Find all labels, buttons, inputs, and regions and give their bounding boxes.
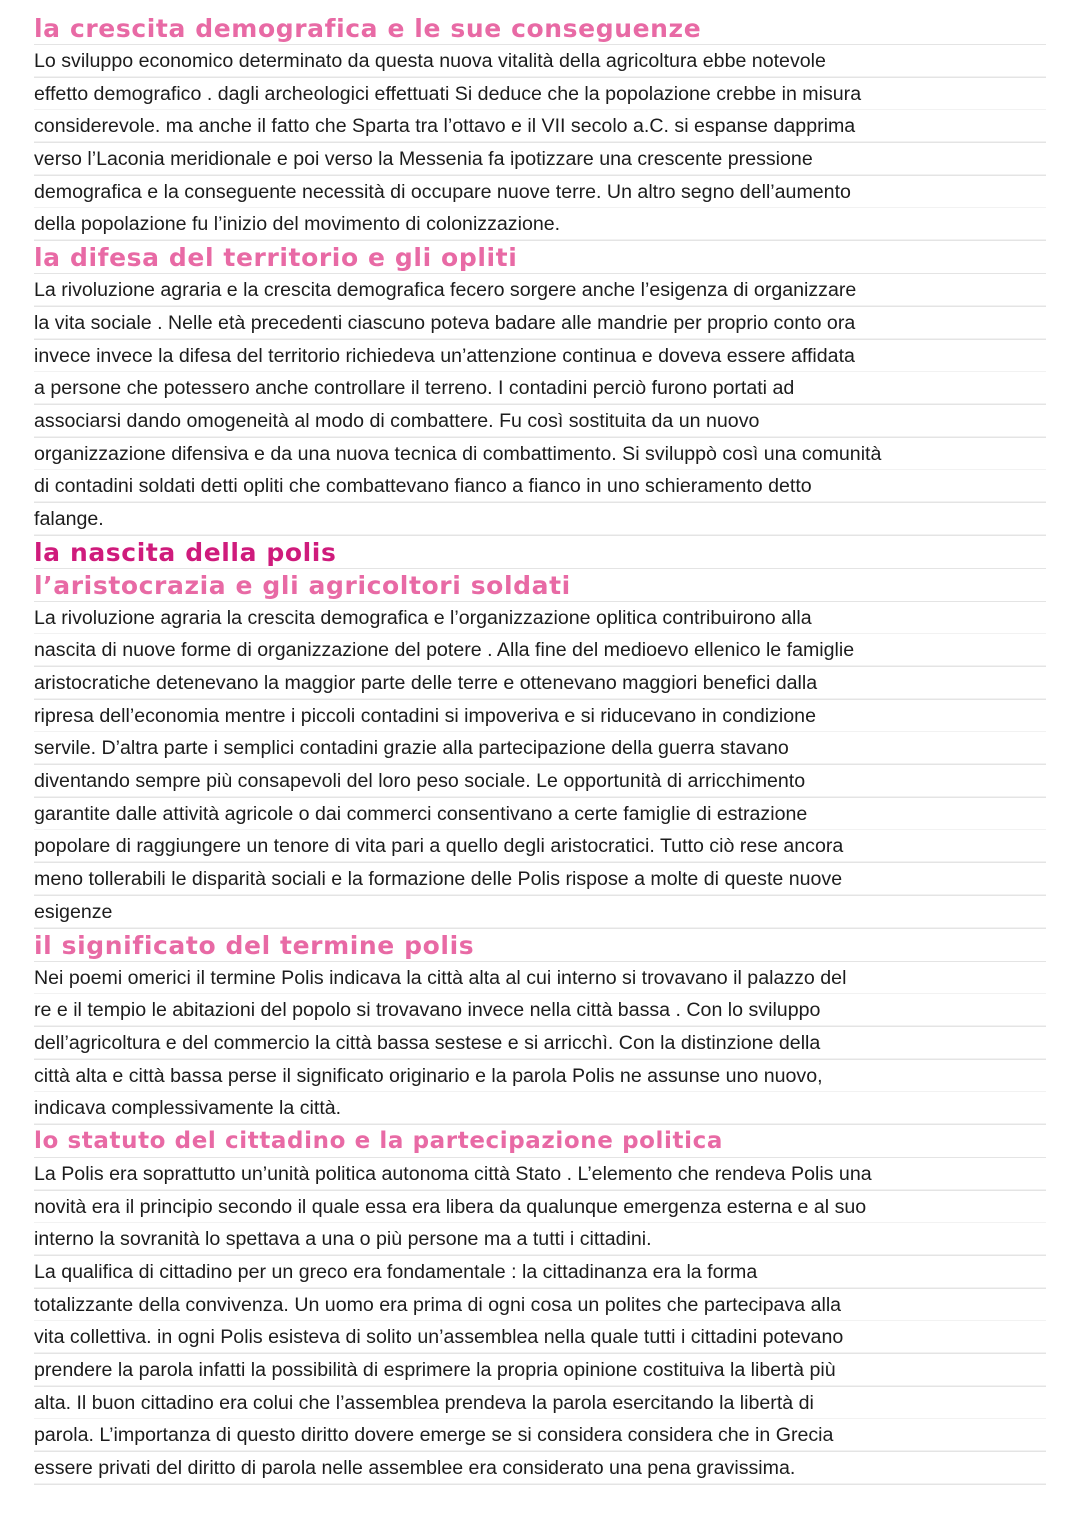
text-line: dell’agricoltura e del commercio la città bassa sestese e si arricchì. Con la distinzione della — [34, 1027, 1046, 1060]
text-line: novità era il principio secondo il quale essa era libera da qualunque emergenza esterna e al suo — [34, 1191, 1046, 1224]
chapter-title: la nascita della polis — [34, 536, 1046, 569]
section-paragraph — [34, 45, 1046, 241]
text-line: di contadini soldati detti opliti che combattevano fianco a fianco in uno schieramento detto — [34, 470, 1046, 503]
text-line: considerevole. ma anche il fatto che Sparta tra l’ottavo e il VII secolo a.C. si espanse dapprima — [34, 110, 1046, 143]
text-line: essere privati del diritto di parola nelle assemblee era considerato una pena gravissima. — [34, 1452, 1046, 1485]
text-line: la vita sociale . Nelle età precedenti ciascuno poteva badare alle mandrie per proprio conto ora — [34, 307, 1046, 340]
section-paragraph — [34, 602, 1046, 929]
text-line: a persone che potessero anche controllare il terreno. I contadini perciò furono portati ad — [34, 372, 1046, 405]
text-line: nascita di nuove forme di organizzazione del potere . Alla fine del medioevo ellenico le famiglie — [34, 634, 1046, 667]
text-line: effetto demografico . dagli archeologici effettuati Si deduce che la popolazione crebbe in misura — [34, 78, 1046, 111]
text-line: interno la sovranità lo spettava a una o più persone ma a tutti i cittadini. — [34, 1223, 1046, 1256]
text-line: della popolazione fu l’inizio del movimento di colonizzazione. — [34, 208, 1046, 241]
text-line: Nei poemi omerici il termine Polis indicava la città alta al cui interno si trovavano il palazzo del — [34, 962, 1046, 995]
text-line: demografica e la conseguente necessità di occupare nuove terre. Un altro segno dell’aumento — [34, 176, 1046, 209]
text-line: diventando sempre più consapevoli del loro peso sociale. Le opportunità di arricchimento — [34, 765, 1046, 798]
section-heading: la difesa del territorio e gli opliti — [34, 241, 1046, 274]
text-line: re e il tempio le abitazioni del popolo si trovavano invece nella città bassa . Con lo sviluppo — [34, 994, 1046, 1027]
text-line: servile. D’altra parte i semplici contadini grazie alla partecipazione della guerra stavano — [34, 732, 1046, 765]
text-line: La Polis era soprattutto un’unità politica autonoma città Stato . L’elemento che rendeva Polis una — [34, 1158, 1046, 1191]
text-line: vita collettiva. in ogni Polis esisteva di solito un’assemblea nella quale tutti i cittadini potevano — [34, 1321, 1046, 1354]
text-line: ripresa dell’economia mentre i piccoli contadini si impoveriva e si riducevano in condizione — [34, 700, 1046, 733]
text-line: La rivoluzione agraria e la crescita demografica fecero sorgere anche l’esigenza di organizzare — [34, 274, 1046, 307]
text-line: alta. Il buon cittadino era colui che l’assemblea prendeva la parola esercitando la libertà di — [34, 1387, 1046, 1420]
text-line: popolare di raggiungere un tenore di vita pari a quello degli aristocratici. Tutto ciò rese ancora — [34, 830, 1046, 863]
section-heading: l’aristocrazia e gli agricoltori soldati — [34, 569, 1046, 602]
section-paragraph — [34, 1158, 1046, 1485]
text-line: invece invece la difesa del territorio richiedeva un’attenzione continua e doveva essere affidata — [34, 340, 1046, 373]
text-line: Lo sviluppo economico determinato da questa nuova vitalità della agricoltura ebbe notevole — [34, 45, 1046, 78]
text-line: indicava complessivamente la città. — [34, 1092, 1046, 1125]
text-line: La rivoluzione agraria la crescita demografica e l’organizzazione oplitica contribuirono alla — [34, 602, 1046, 635]
text-line: associarsi dando omogeneità al modo di combattere. Fu così sostituita da un nuovo — [34, 405, 1046, 438]
text-line: organizzazione difensiva e da una nuova tecnica di combattimento. Si sviluppò così una comunità — [34, 438, 1046, 471]
section-paragraph — [34, 962, 1046, 1125]
text-line: parola. L’importanza di questo diritto dovere emerge se si considera considera che in Grecia — [34, 1419, 1046, 1452]
text-line: meno tollerabili le disparità sociali e la formazione delle Polis rispose a molte di queste nuove — [34, 863, 1046, 896]
text-line: totalizzante della convivenza. Un uomo era prima di ogni cosa un polites che partecipava alla — [34, 1289, 1046, 1322]
text-line: esigenze — [34, 896, 1046, 929]
text-line: città alta e città bassa perse il significato originario e la parola Polis ne assunse uno nuovo, — [34, 1060, 1046, 1093]
text-line: verso l’Laconia meridionale e poi verso la Messenia fa ipotizzare una crescente pressione — [34, 143, 1046, 176]
section-heading: lo statuto del cittadino e la partecipazione politica — [34, 1125, 1046, 1158]
text-line: prendere la parola infatti la possibilità di esprimere la propria opinione costituiva la libertà più — [34, 1354, 1046, 1387]
text-line: La qualifica di cittadino per un greco era fondamentale : la cittadinanza era la forma — [34, 1256, 1046, 1289]
text-line: falange. — [34, 503, 1046, 536]
notes-page — [34, 12, 1046, 1485]
section-heading: il significato del termine polis — [34, 929, 1046, 962]
text-line: garantite dalle attività agricole o dai commerci consentivano a certe famiglie di estrazione — [34, 798, 1046, 831]
text-line: aristocratiche detenevano la maggior parte delle terre e ottenevano maggiori benefici dalla — [34, 667, 1046, 700]
section-paragraph — [34, 274, 1046, 536]
section-heading: la crescita demografica e le sue conseguenze — [34, 12, 1046, 45]
